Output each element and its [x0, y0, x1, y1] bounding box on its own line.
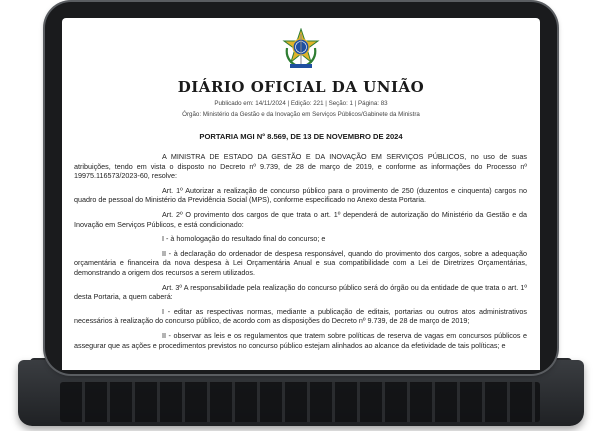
brazil-coat-of-arms-icon — [279, 28, 323, 70]
paragraph-art-3-item-i: I - editar as respectivas normas, mediante a publicação de editais, portarias ou outros atos administrativos necessários à realização do concurso público, de acordo com as disposições do Decreto nº 9.739, de 28 de março de 2019; — [74, 306, 527, 326]
paragraph-art-2-item-ii: II - à declaração do ordenador de despesa responsável, quando do provimento dos cargos, sobre a adequação orçamentária e financeira da nova despesa à Lei Orçamentária Anual e sua compatibilidade com a Lei de Diretrizes Orçamentárias, demonstrando a origem dos recursos a serem utilizados. — [74, 248, 527, 277]
paragraph-art-2-item-i: I - à homologação do resultado final do concurso; e — [162, 234, 326, 244]
paragraph-art-1: Art. 1º Autorizar a realização de concurso público para o provimento de 250 (duzentos e cinquenta) cargos no quadro de pessoal do Ministério da Previdência Social (MPS), conforme especificado no Anexo desta Portaria. — [74, 185, 527, 205]
tablet-screen[interactable] — [62, 18, 540, 370]
document-body — [74, 152, 527, 355]
paragraph-art-3-item-ii: II - observar as leis e os regulamentos que tratem sobre políticas de reserva de vagas em concursos públicos e assegurar que as ações e procedimentos previstos no concurso público estejam alinhados ao alcance da efetividade de tais políticas; e — [74, 330, 527, 350]
journal-title: DIÁRIO OFICIAL DA UNIÃO — [177, 78, 425, 96]
organ-info: Órgão: Ministério da Gestão e da Inovação em Serviços Públicos/Gabinete da Ministra — [182, 111, 420, 118]
paragraph-art-3: Art. 3º A responsabilidade pela realização do concurso público será do órgão ou da entidade de que trata o art. 1º desta Portaria, a quem caberá: — [74, 282, 527, 302]
publication-info: Publicado em: 14/11/2024 | Edição: 221 | Seção: 1 | Página: 83 — [214, 100, 388, 107]
paragraph-art-2: Art. 2º O provimento dos cargos de que trata o art. 1º dependerá de autorização do Ministério da Gestão e da Inovação em Serviços Públicos, e está condicionado: — [74, 209, 527, 229]
paragraph-preamble: A MINISTRA DE ESTADO DA GESTÃO E DA INOVAÇÃO EM SERVIÇOS PÚBLICOS, no uso de suas atribuições, tendo em vista o disposto no Decreto nº 9.739, de 28 de março de 2019, e conforme as informações do Processo nº 19975.116573/2023-60, resolve: — [74, 152, 527, 181]
portaria-title: PORTARIA MGI Nº 8.569, DE 13 DE NOVEMBRO DE 2024 — [199, 132, 403, 141]
keyboard-keys — [60, 382, 540, 422]
